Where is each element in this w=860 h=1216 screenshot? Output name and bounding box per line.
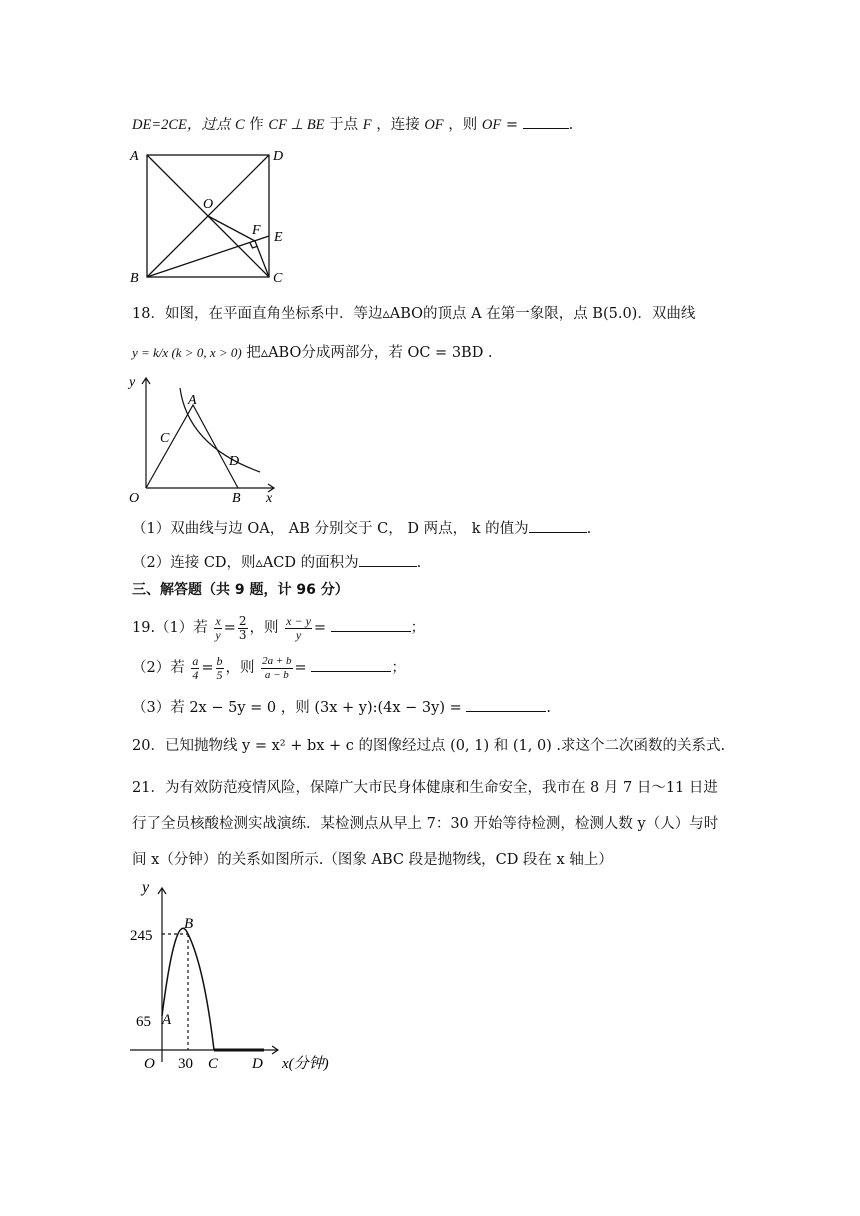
q17-label-c: C (273, 271, 283, 286)
q17-text-mid3: ，连接 (376, 117, 420, 133)
q17-answer-blank (523, 114, 569, 129)
q21-tick-245: 245 (130, 928, 153, 944)
q19-p1-end: ； (410, 620, 426, 636)
q21-label-y: y (142, 879, 150, 896)
q19-p2-end: ； (391, 660, 406, 676)
q20-text: 20．已知抛物线 y = x² + bx + c 的图像经过点 (0, 1) 和 (1, 0) .求这个二次函数的关系式. (132, 738, 726, 754)
q19-frac-b-5: $\frac{b}{5}$ (216, 653, 223, 682)
q17-label-f: F (252, 223, 261, 238)
q18-label-d: D (229, 454, 240, 469)
q17-point-f: F (362, 117, 372, 133)
q18-part2-period: . (416, 555, 422, 571)
q21-label-a: A (162, 1012, 172, 1028)
q19-part1: 19.（1）若 $\frac{x}{y}$ = $\frac{2}{3}$ ，则 $\frac{x - y}{y}$ = ； (132, 613, 426, 642)
q19-p1-prefix: 19.（1）若 (132, 620, 208, 636)
q21-label-o: O (144, 1056, 155, 1072)
q17-of: OF (424, 117, 444, 133)
q18-label-b: B (232, 491, 241, 504)
q21-label-x-axis: x(分钟) (282, 1056, 329, 1072)
q18-part2 (132, 552, 421, 573)
q18-label-x: x (266, 491, 273, 504)
q21-line3: 间 x（分钟）的关系如图所示.（图象 ABC 段是抛物线，CD 段在 x 轴上） (132, 852, 613, 868)
q18-triangle-abo (146, 405, 238, 488)
q18-label-o: O (129, 491, 140, 504)
q17-segment-be (147, 236, 269, 277)
q18-figure (126, 372, 286, 504)
q19-frac-x-y: $\frac{x}{y}$ (215, 613, 221, 642)
q19-p2-blank (311, 657, 391, 672)
q18-function: y = k/x (k > 0, x > 0) (132, 345, 242, 360)
q19-frac-xmy-y: $\frac{x - y}{y}$ (286, 613, 311, 642)
q17-equals: = (501, 117, 523, 133)
q19-p1-blank (331, 617, 411, 632)
q21-line1: 21．为有效防范疫情风险，保障广大市民身体健康和生命安全，我市在 8 月 7 日～11 日进 (132, 780, 718, 796)
q19-p3-text: （3）若 2x − 5y = 0 ，则 (3x + y):(4x − 3y) = (132, 700, 462, 716)
q17-label-o: O (203, 197, 214, 212)
q18-label-a: A (188, 393, 197, 408)
q21-tick-65: 65 (136, 1014, 151, 1030)
q19-frac-2apb-amb: $\frac{2a + b}{a - b}$ (262, 654, 292, 681)
q17-label-d: D (273, 149, 284, 164)
q19-part2: （2）若 $\frac{a}{4}$ = $\frac{b}{5}$ ，则 $\frac{2a + b}{a - b}$ = ； (132, 653, 406, 682)
q17-label-e: E (274, 230, 283, 245)
q19-frac-a-4: $\frac{a}{4}$ (192, 653, 199, 682)
q19-p2-prefix: （2）若 (132, 660, 185, 676)
q17-cf-perp: CF ⊥ BE (268, 117, 325, 133)
q19-frac-2-3: $\frac{2}{3}$ (238, 613, 247, 642)
q18-part2-blank (359, 552, 417, 567)
q17-de-text: DE=2CE，过点 (132, 117, 231, 133)
q21-label-c: C (208, 1056, 219, 1072)
q17-segment-of (208, 216, 255, 241)
q17-square-figure (128, 146, 298, 286)
q17-point-c: C (235, 117, 245, 133)
q21-line2: 行了全员核酸检测实战演练．某检测点从早上 7：30 开始等待检测，检测人数 y（人）与时 (132, 816, 719, 832)
q18-line2-rest: 把▵ABO分成两部分，若 OC = 3BD . (241, 345, 493, 361)
q19-p2-then: ，则 (225, 660, 255, 676)
q18-part1-text: （1）双曲线与边 OA， AB 分别交于 C， D 两点， k 的值为 (132, 521, 529, 537)
q21-tick-30: 30 (178, 1056, 193, 1072)
q17-text-mid1: 作 (249, 117, 264, 133)
q17-text-mid4: ，则 (448, 117, 478, 133)
q19-p3-blank (466, 697, 546, 712)
q18-label-y: y (129, 375, 136, 390)
q18-part1-blank (529, 518, 587, 533)
q17-label-b: B (130, 271, 139, 286)
q21-chart (126, 876, 356, 1082)
q17-period: . (568, 117, 574, 133)
q21-label-b: B (184, 916, 194, 932)
q19-p1-then: ，则 (249, 620, 279, 636)
q17-label-a: A (130, 149, 139, 164)
q19-part3 (132, 697, 551, 718)
q17-of2: OF (481, 117, 502, 133)
q18-label-c: C (160, 431, 170, 446)
section3-heading: 三、解答题（共 9 题，计 96 分） (132, 582, 349, 598)
q19-p3-end: . (546, 700, 551, 716)
q18-part1-period: . (586, 521, 592, 537)
q18-part1 (132, 518, 591, 539)
q17-text-line (132, 114, 573, 135)
q21-label-d: D (252, 1056, 263, 1072)
q18-line1: 18．如图，在平面直角坐标系中．等边▵ABO的顶点 A 在第一象限，点 B(5.0)．双曲线 (132, 306, 696, 322)
q18-part2-text: （2）连接 CD，则▵ACD 的面积为 (132, 555, 359, 571)
q18-line2 (132, 343, 493, 363)
q17-text-mid2: 于点 (329, 117, 359, 133)
